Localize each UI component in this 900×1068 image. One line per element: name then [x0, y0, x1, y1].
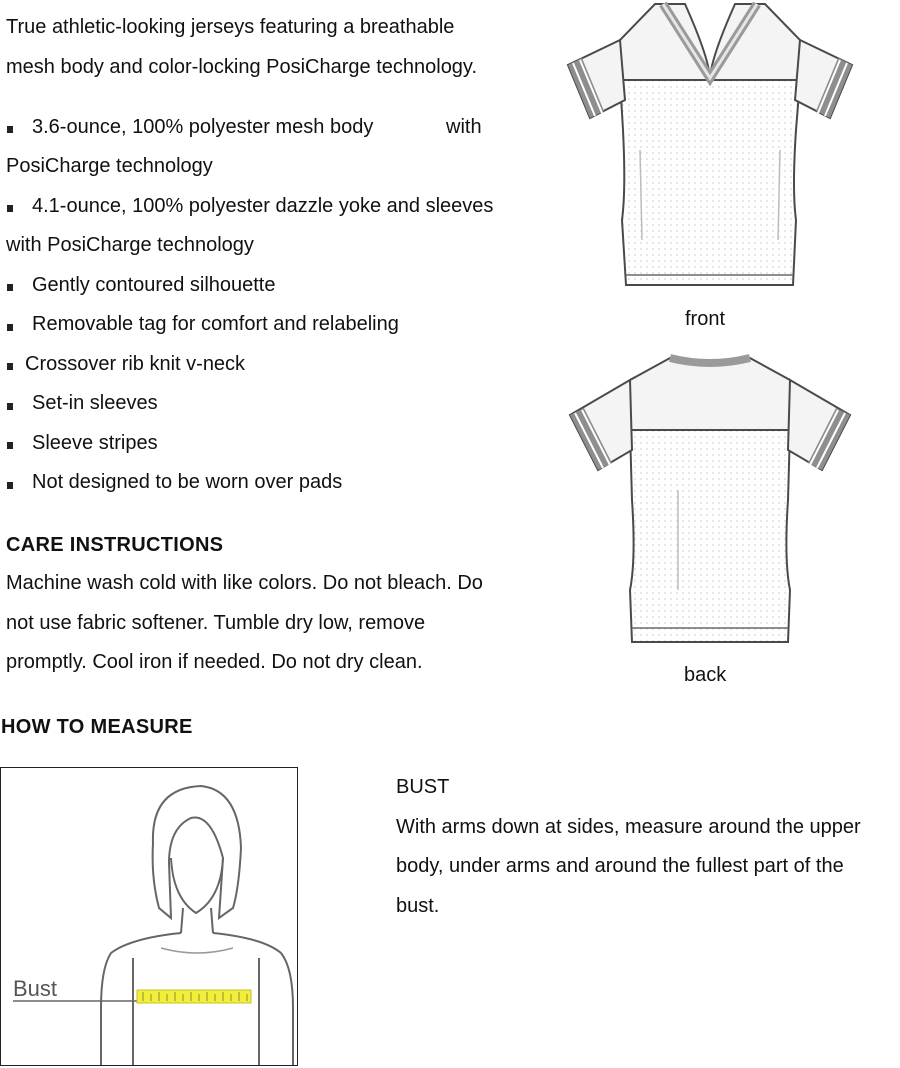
bullet-icon	[7, 442, 13, 449]
feature-item-7: Sleeve stripes	[32, 432, 158, 454]
bust-title: BUST	[396, 776, 450, 798]
bust-line-3: bust.	[396, 895, 440, 917]
front-caption: front	[685, 308, 726, 330]
bullet-icon	[7, 205, 13, 212]
bullet-icon	[7, 403, 13, 410]
bust-line-2: body, under arms and around the fullest part of the	[396, 855, 844, 877]
jersey-front-image	[560, 0, 860, 295]
care-line-3: promptly. Cool iron if needed. Do not dry clean.	[6, 651, 423, 673]
measure-heading: HOW TO MEASURE	[1, 716, 193, 738]
feature-item-5: Crossover rib knit v-neck	[25, 353, 246, 375]
care-line-2: not use fabric softener. Tumble dry low, remove	[6, 612, 426, 634]
feature-item-8: Not designed to be worn over pads	[32, 471, 343, 493]
feature-item-4: Removable tag for comfort and relabeling	[32, 313, 399, 335]
back-caption: back	[684, 664, 727, 686]
feature-item-1c: PosiCharge technology	[6, 155, 213, 177]
intro-line-1: True athletic-looking jerseys featuring a breathable	[6, 16, 455, 38]
bullet-icon	[7, 324, 13, 331]
feature-item-1b: with	[446, 116, 482, 138]
bullet-icon	[7, 482, 13, 489]
feature-item-2b: with PosiCharge technology	[6, 234, 254, 256]
bust-figure	[0, 767, 298, 1066]
feature-item-3: Gently contoured silhouette	[32, 274, 276, 296]
jersey-back-image	[560, 350, 860, 650]
bust-figure-label: Bust	[13, 976, 58, 1001]
intro-line-2: mesh body and color-locking PosiCharge technology.	[6, 56, 478, 78]
bullet-icon	[7, 126, 13, 133]
feature-item-1a: 3.6-ounce, 100% polyester mesh body	[32, 116, 374, 138]
woman-outline-image	[1, 768, 298, 1066]
care-heading: CARE INSTRUCTIONS	[6, 534, 224, 556]
feature-item-6: Set-in sleeves	[32, 392, 158, 414]
bullet-icon	[7, 284, 13, 291]
care-line-1: Machine wash cold with like colors. Do not bleach. Do	[6, 572, 483, 594]
bullet-icon	[7, 363, 13, 370]
bust-line-1: With arms down at sides, measure around the upper	[396, 816, 861, 838]
feature-item-2a: 4.1-ounce, 100% polyester dazzle yoke and sleeves	[32, 195, 494, 217]
